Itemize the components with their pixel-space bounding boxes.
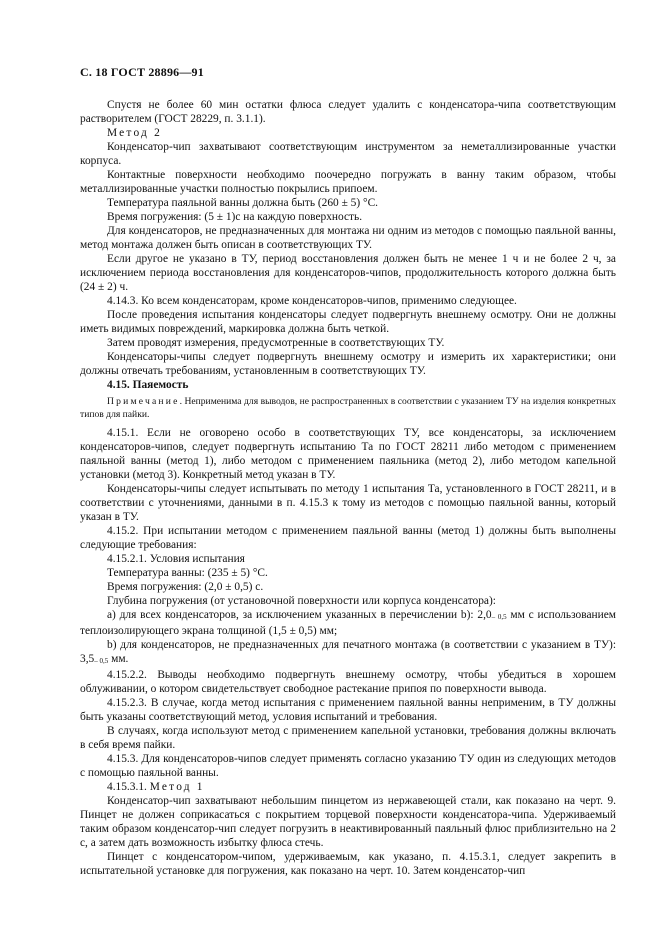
- paragraph: Конденсатор-чип захватывают небольшим пинцетом из нержавеющей стали, как показано на черт. 9. Пинцет не должен соприкасаться с покрытием торцевой поверхности конденсатора-чипа. Удерживаемый таким образом конденсатор-чип следует погрузить в неактивированный паяльный флюс приблизительно на 2 с, а затем дать возможность избытку флюса стечь.: [80, 794, 616, 849]
- depth-a-value: 2,0: [477, 608, 492, 621]
- page-header: С. 18 ГОСТ 28896—91: [80, 65, 204, 79]
- paragraph: Температура ванны: (235 ± 5) °С.: [107, 566, 268, 579]
- document-body: [80, 98, 616, 878]
- depth-b-value: 3,5: [80, 652, 95, 665]
- paragraph: 4.15.2. При испытании методом с применением паяльной ванны (метод 1) должны быть выполнены следующие требования:: [80, 524, 616, 551]
- paragraph: Конденсаторы-чипы следует испытывать по методу 1 испытания Та, установленного в ГОСТ 28211, и в соответствии с уточнениями, данными в п. 4.15.3 к тому из методов с помощью паяльной ванны, который указан в ТУ.: [80, 482, 616, 523]
- depth-b-tolerance: – 0,5: [94, 656, 109, 665]
- paragraph: Конденсаторы-чипы следует подвергнуть внешнему осмотру и измерить их характеристики; они должны отвечать требованиям, установленным в соответствующих ТУ.: [80, 351, 616, 377]
- paragraph: Конденсатор-чип захватывают соответствующим инструментом за неметаллизированные участки корпуса.: [80, 141, 616, 167]
- clause-4-15-3-1-label: 4.15.3.1.: [107, 780, 147, 793]
- paragraph: Для конденсаторов, не предназначенных для монтажа ни одним из методов с помощью паяльной ванны, метод монтажа должен быть описан в соответствующих ТУ.: [80, 225, 616, 251]
- paragraph: Спустя не более 60 мин остатки флюса следует удалить с конденсатора-чипа соответствующим растворителем (ГОСТ 28229, п. 3.1.1).: [80, 99, 616, 125]
- paragraph: 4.14.3. Ко всем конденсаторам, кроме конденсаторов-чипов, применимо следующее.: [107, 295, 517, 307]
- paragraph: 4.15.2.1. Условия испытания: [107, 552, 245, 565]
- depth-b-text: b) для конденсаторов, не предназначенных для печатного монтажа (в соответствии с указанием в ТУ):: [107, 638, 616, 651]
- paragraph: Температура паяльной ванны должна быть (260 ± 5) °С.: [107, 197, 379, 209]
- method-2-heading: [80, 126, 616, 140]
- depth-item-a: [80, 608, 616, 638]
- paragraph: Затем проводят измерения, предусмотренные в соответствующих ТУ.: [107, 337, 445, 349]
- paragraph: 4.15.2.2. Выводы необходимо подвергнуть внешнему осмотру, чтобы убедиться в хорошем облуживании, о котором свидетельствует свободное растекание припоя по поверхности вывода.: [80, 668, 616, 695]
- paragraph: 4.15.3. Для конденсаторов-чипов следует применять согласно указанию ТУ один из следующих методов с помощью паяльной ванны.: [80, 752, 616, 779]
- paragraph: 4.15.2.3. В случае, когда метод испытания с применением паяльной ванны неприменим, в ТУ должны быть указаны соответствующий метод, условия испытаний и требования.: [80, 696, 616, 723]
- note-text: Неприменима для выводов, не распространенных в соответствии с указанием ТУ на изделия конкретных типов для пайки.: [80, 396, 616, 420]
- paragraph: Время погружения: (5 ± 1)с на каждую поверхность.: [107, 211, 363, 223]
- paragraph: Пинцет с конденсатором-чипом, удерживаемым, как указано, п. 4.15.3.1, следует закрепить в испытательной установке для погружения, как показано на черт. 10. Затем конденсатор-чип: [80, 850, 616, 877]
- paragraph: Время погружения: (2,0 ± 0,5) с.: [107, 580, 264, 593]
- paragraph: Если другое не указано в ТУ, период восстановления должен быть не менее 1 ч и не более 2 ч, за исключением периода восстановления для конденсаторов-чипов, продолжительность которого должна быть (24 ± 2) ч.: [80, 253, 616, 293]
- paragraph: После проведения испытания конденсаторы следует подвергнуть внешнему осмотру. Они не должны иметь видимых повреждений, маркировка должна быть четкой.: [80, 309, 616, 335]
- method-1-label: Метод 1: [149, 780, 205, 793]
- method-2-label: Метод 2: [107, 127, 162, 139]
- depth-a-rest: мм с использованием теплоизолирующего экрана толщиной (1,5 ± 0,5) мм;: [80, 608, 616, 637]
- note: Примечание. Неприменима для выводов, не распространенных в соответствии с указанием ТУ на изделия конкретных типов для пайки.: [80, 396, 616, 420]
- paragraph: 4.15.1. Если не оговорено особо в соответствующих ТУ, все конденсаторы, за исключением конденсаторов-чипов, следует подвергнуть испытанию Та по ГОСТ 28211 либо методом с применением паяльной ванны (метод 1), либо методом с применением паяльника (метод 2), либо методом капельной установки (метод 3). Конкретный метод указан в ТУ.: [80, 426, 616, 481]
- depth-a-tolerance: – 0,5: [491, 612, 507, 621]
- note-label: Примечание: [107, 396, 180, 407]
- paragraph: Контактные поверхности необходимо поочередно погружать в ванну таким образом, чтобы металлизированные участки полностью покрылись припоем.: [80, 169, 616, 195]
- depth-b-rest: мм.: [111, 652, 129, 665]
- depth-item-b: [80, 638, 616, 668]
- clause-4-15-heading: 4.15. Паяемость: [107, 379, 189, 391]
- method-1-heading: [80, 780, 616, 794]
- paragraph: Глубина погружения (от установочной поверхности или корпуса конденсатора):: [107, 594, 496, 607]
- paragraph: В случаях, когда используют метод с применением капельной установки, требования должны включать в себя время пайки.: [80, 724, 616, 751]
- depth-a-text: а) для всех конденсаторов, за исключением указанных в перечислении b):: [107, 608, 474, 621]
